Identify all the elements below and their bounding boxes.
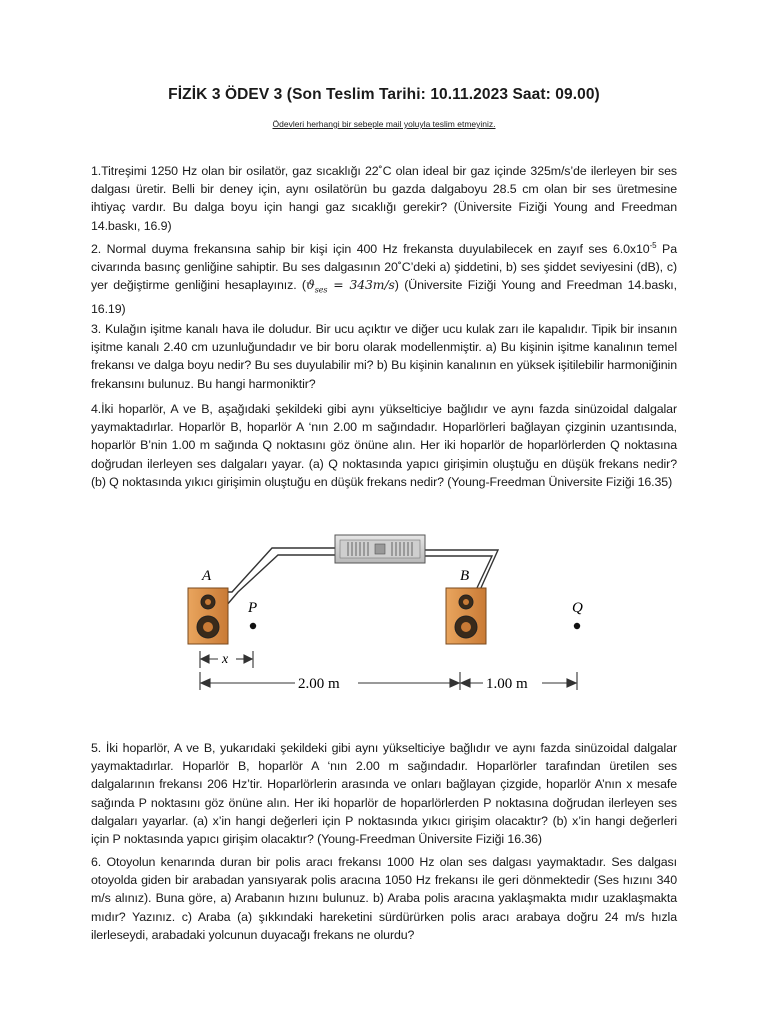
question-2-text-a: 2. Normal duyma frekansına sahip bir kişi için 400 Hz frekansta duyulabilecek en zayıf ses 6.0x10	[91, 242, 650, 256]
label-point-q: Q	[572, 600, 583, 616]
label-point-p: P	[248, 600, 258, 616]
question-5: 5. İki hoparlör, A ve B, yukarıdaki şekildeki gibi aynı yükselticiye bağlıdır ve aynı fazda sinüzoidal dalgalar yaymaktadırlar. Hoparlör B, hoparlör A ‘nın 2.00 m sağındadır. Hoparlörler tarafından üretilen ses dalgalarının frekansı 206 Hz’tir. Hoparlörlerin arasında ve onları bağlayan çizgide, hoparlör A’nın x mesafe sağında P noktasını göz önüne alın. Her iki hoparlör de hoparlörlerden P noktasına doğrudan ilerleyen ses dalgaları yayarlar. (a) x’in hangi değerleri için P noktasında yıkıcı girişim olacaktır? (b) x’in hangi değerleri için P noktasında yapıcı girişim olacaktır? (Young-Freedman Üniversite Fiziği 16.36)	[91, 741, 677, 847]
page-title: FİZİK 3 ÖDEV 3 (Son Teslim Tarihi: 10.11.2023 Saat: 09.00)	[168, 86, 600, 103]
speaker-figure	[180, 520, 600, 700]
point-q	[574, 623, 580, 629]
label-speaker-a: A	[202, 568, 212, 584]
formula-subscript: ses	[314, 285, 328, 295]
question-6: 6. Otoyolun kenarında duran bir polis aracı frekansı 1000 Hz olan ses dalgası yaymaktadır. Ses dalgası otoyolda giden bir arabadan yansıyarak polis aracına 1050 Hz frekansı ile geri dönmektedir (Ses hızını 340 m/s alınız). Buna göre, a) Arabanın hızını bulunuz. b) Araba polis aracına yaklaşmakta mıdır uzaklaşmakta mıdır? Yazınız. c) Araba (a) şıkkındaki hareketini sürdürürken polis aracı arabaya doğru 24 m/s hızla ilerleseydi, arabadaki yolcunun duyacağı frekans ne olurdu?	[91, 855, 677, 942]
label-distance-ab: 2.00 m	[298, 676, 340, 692]
question-1: 1.Titreşimi 1250 Hz olan bir osilatör, gaz sıcaklığı 22˚C olan ideal bir gaz içinde 325m/s’de ilerleyen bir ses dalgası üretir. Belli bir deney için, aynı osilatörün bu gazda dalgaboyu 28.5 cm olan bir ses üretmesine ihtiyaç vardır. Bu dalga boyu için hangi gaz sıcaklığı gerekir? (Üniversite Fiziği Young and Freedman 14.baskı, 16.9)	[91, 164, 677, 233]
label-x: x	[222, 652, 229, 667]
label-distance-bq: 1.00 m	[486, 676, 528, 692]
speaker-b	[446, 588, 486, 644]
question-3: 3. Kulağın işitme kanalı hava ile doludur. Bir ucu açıktır ve diğer ucu kulak zarı ile kapalıdır. Tipik bir insanın işitme kanalı 2.40 cm uzunluğundadır ve bir boru olarak modellenmiştir. a) Bu kişinin işitme kanalının temel frekansı ve dalga boyu nedir? Bu ses duyulabilir mi? b) Bu kişinin kanalının en yüksek işitilebilir harmoniğinin frekansını bulunuz. Bu hangi harmoniktir?	[91, 322, 677, 391]
amplifier	[335, 535, 425, 563]
formula-symbol: ϑ	[305, 277, 315, 293]
submission-note: Ödevleri herhangi bir sebeple mail yoluyla teslim etmeyiniz.	[272, 119, 496, 129]
question-2-exponent: -5	[649, 240, 657, 250]
speaker-a	[188, 588, 228, 644]
question-4: 4.İki hoparlör, A ve B, aşağıdaki şekildeki gibi aynı yükselticiye bağlıdır ve aynı fazda sinüzoidal dalgalar yaymaktadırlar. Hoparlör B, hoparlör A ‘nın 2.00 m sağındadır. Hoparlörleri bağlayan çizginin uzantısında, hoparlör B’nin 1.00 m sağında Q noktasını göz önüne alın. Her iki hoparlör de hoparlörlerden Q noktasına doğrudan ilerleyen ses dalgaları yayar. (a) Q noktasında yapıcı girişimin oluştuğu en düşük frekans nedir? (b) Q noktasında yıkıcı girişimin oluştuğu en düşük frekans nedir? (Young-Freedman Üniversite Fiziği 16.35)	[91, 402, 677, 489]
question-2-text-c: ) (Üniversite Fiziği Young and Freedman 14.baskı, 16.19)	[91, 278, 677, 317]
speed-of-sound-formula	[305, 277, 395, 295]
point-p	[250, 623, 256, 629]
label-speaker-b: B	[460, 568, 470, 584]
question-2-text-b: Pa civarında basınç genliğine sahiptir. Bu ses dalgasının 20˚C’deki a) şiddetini, b) ses şiddet seviyesini (dB), c) yer değiştirme genliğini hesaplayınız. (	[91, 242, 677, 293]
formula-value: = 343m/s	[327, 277, 395, 293]
question-2	[91, 240, 677, 318]
